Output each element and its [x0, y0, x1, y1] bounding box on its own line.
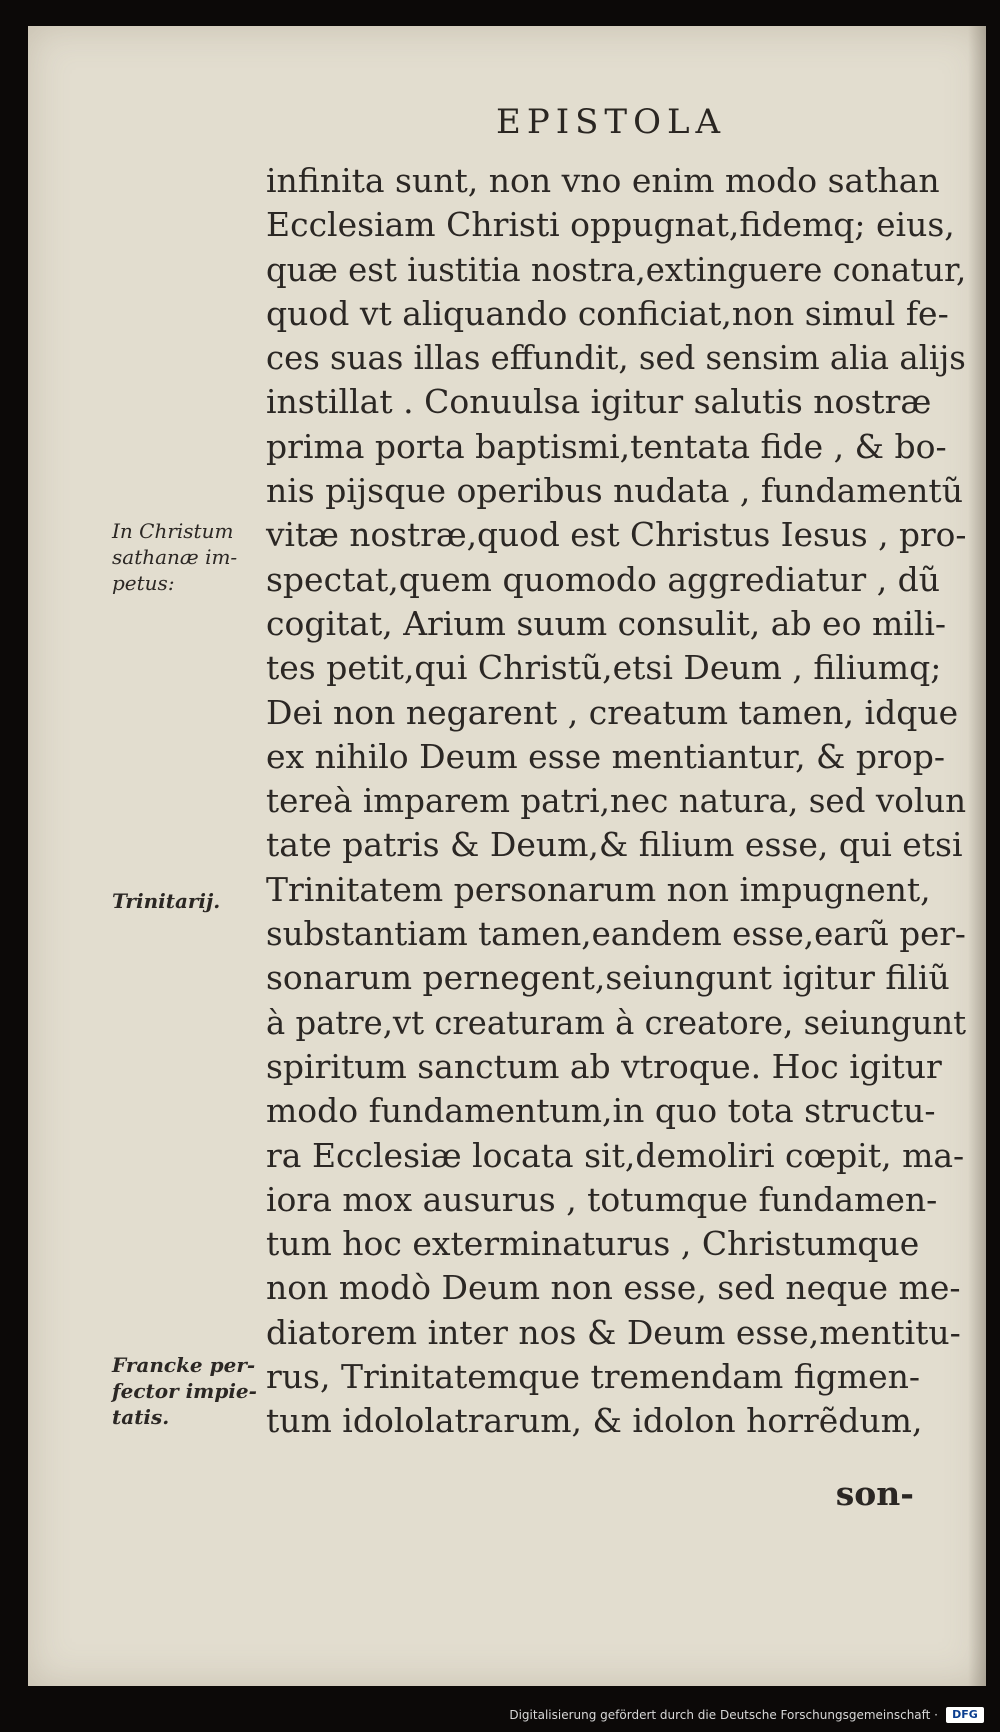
marginal-note-line: fector impie- — [112, 1379, 257, 1403]
marginal-note — [112, 888, 252, 914]
text-line: rus, Trinitatemque tremendam figmen- — [266, 1357, 921, 1397]
marginal-note-line: Francke per- — [112, 1353, 256, 1377]
text-line: ces suas illas effundit, sed sensim alia alijs — [266, 338, 966, 378]
text-line: quæ est iustitia nostra,extinguere conatur, — [266, 249, 967, 289]
text-line: spectat,quem quomodo aggrediatur , dũ — [266, 559, 941, 599]
text-line: Trinitatem personarum non impugnent, — [266, 869, 931, 909]
digitization-credit: Digitalisierung gefördert durch die Deutsche Forschungsgemeinschaft · — [509, 1708, 938, 1722]
text-line: ex nihilo Deum esse mentiantur, & prop- — [266, 736, 945, 776]
catchword: son- — [835, 1474, 914, 1513]
text-line: ra Ecclesiæ locata sit,demoliri cœpit, ma- — [266, 1135, 965, 1175]
marginal-note-line: tatis. — [112, 1405, 170, 1429]
text-line: à patre,vt creaturam à creatore, seiungunt — [266, 1002, 967, 1042]
text-line: modo fundamentum,in quo tota structu- — [266, 1091, 936, 1131]
text-line: nis pijsque operibus nudata , fundamentũ — [266, 471, 963, 511]
marginal-note-line: Trinitarij. — [112, 889, 221, 913]
text-line: tum hoc exterminaturus , Christumque — [266, 1224, 920, 1264]
marginal-note-line: petus: — [112, 571, 175, 595]
text-line: cogitat, Arium suum consulit, ab eo mili- — [266, 603, 947, 643]
marginal-note-line: sathanæ im- — [112, 545, 238, 569]
text-line: infinita sunt, non vno enim modo sathan — [266, 161, 940, 200]
text-line: diatorem inter nos & Deum esse,mentitu- — [266, 1312, 961, 1352]
text-line: Dei non negarent , creatum tamen, idque — [266, 692, 959, 732]
marginal-note — [112, 518, 252, 596]
text-line: spiritum sanctum ab vtroque. Hoc igitur — [266, 1046, 942, 1086]
text-line: tate patris & Deum,& filium esse, qui etsi — [266, 825, 963, 865]
book-page — [28, 26, 986, 1686]
text-line: non modò Deum non esse, sed neque me- — [266, 1268, 961, 1308]
marginal-note — [112, 1352, 257, 1430]
text-line: sonarum pernegent,seiungunt igitur filiũ — [266, 958, 950, 998]
text-line: tum idololatrarum, & idolon horrẽdum, — [266, 1401, 923, 1441]
text-line: instillat . Conuulsa igitur salutis nostræ — [266, 382, 932, 422]
running-head: EPISTOLA — [496, 102, 727, 142]
text-line: substantiam tamen,eandem esse,earũ per- — [266, 914, 966, 954]
page-edge-shadow — [968, 26, 986, 1686]
text-line: tereà imparem patri,nec natura, sed volun — [266, 781, 967, 821]
text-line: prima porta baptismi,tentata fide , & bo- — [266, 426, 947, 466]
text-line: Ecclesiam Christi oppugnat,fidemq; eius, — [266, 205, 955, 245]
text-line: vitæ nostræ,quod est Christus Iesus , pro- — [266, 515, 967, 555]
text-line: quod vt aliquando conficiat,non simul fe- — [266, 293, 949, 333]
text-line: iora mox ausurus , totumque fundamen- — [266, 1179, 938, 1219]
marginal-note-line: In Christum — [112, 519, 234, 543]
main-text-block — [266, 159, 966, 1444]
dfg-logo: DFG — [946, 1707, 984, 1723]
text-line: tes petit,qui Christũ,etsi Deum , filiumq; — [266, 648, 942, 688]
